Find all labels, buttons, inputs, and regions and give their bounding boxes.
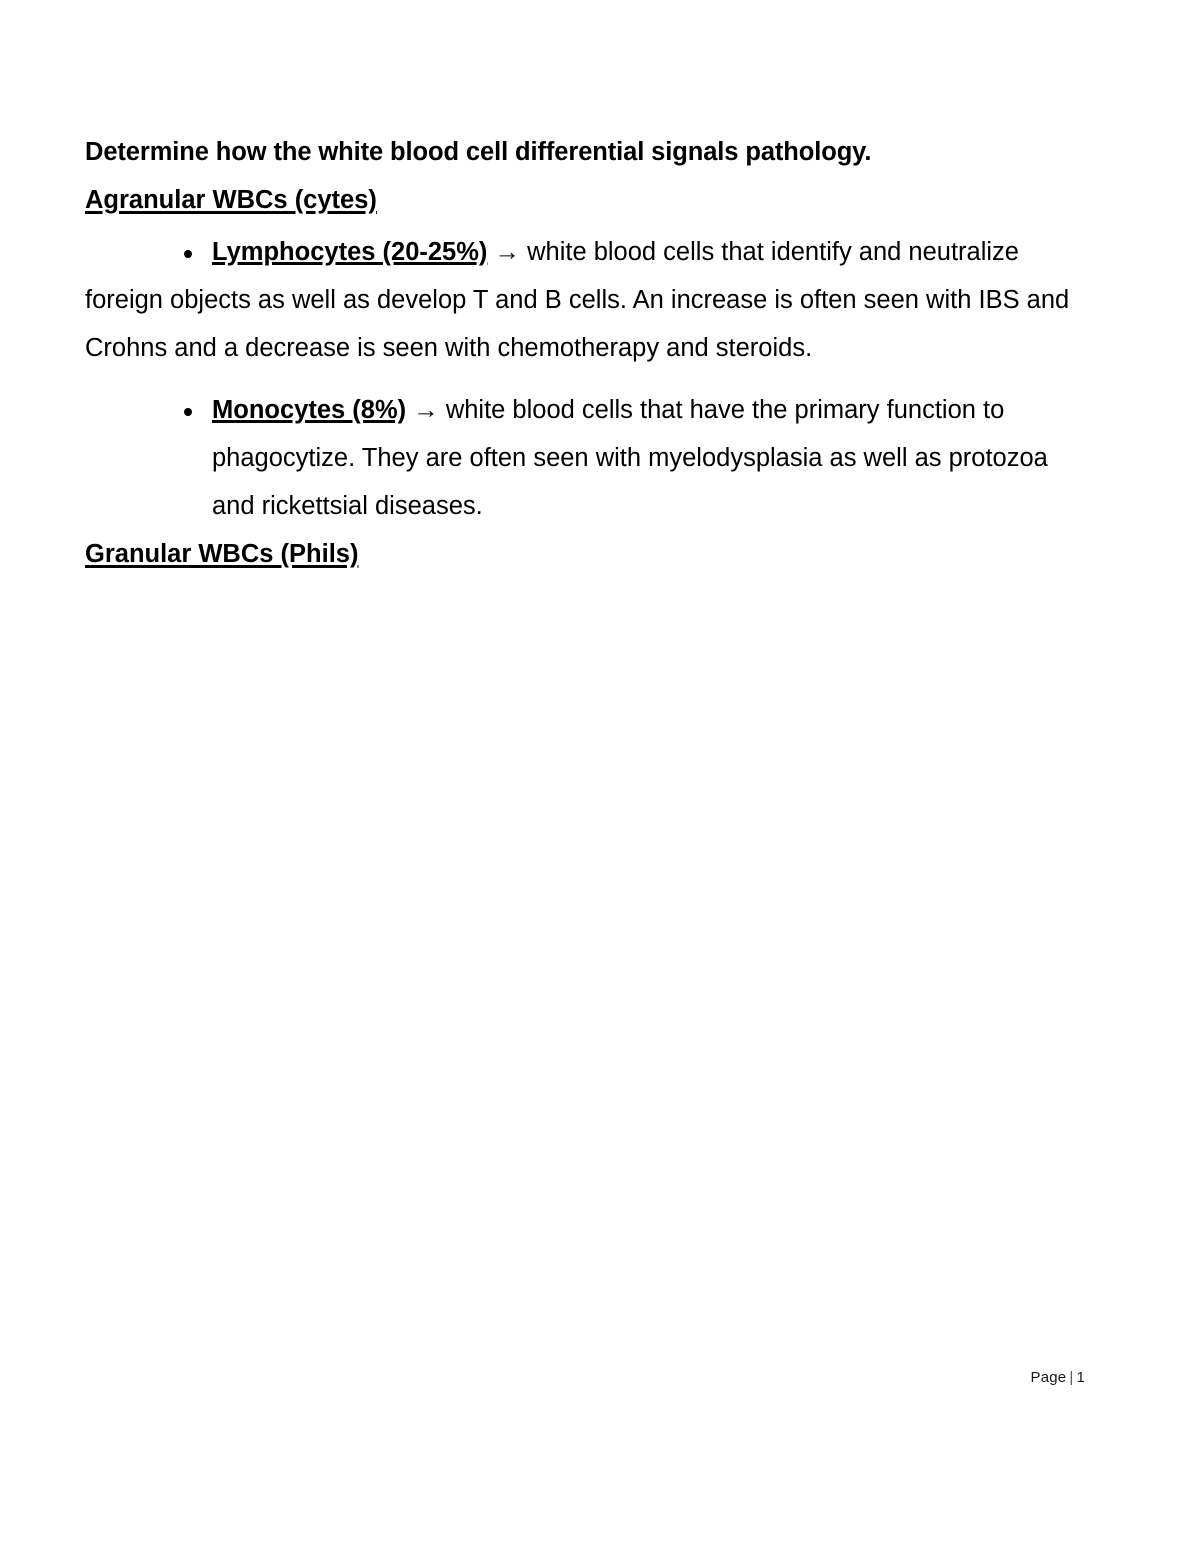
- footer-label: Page: [1030, 1369, 1067, 1386]
- list-item-monocytes: [85, 386, 1075, 530]
- bullet-dot-icon: [184, 408, 192, 416]
- page-footer: [0, 1368, 1200, 1388]
- list-item-text-monocytes: white blood cells that have the primary function to phagocytize. They are often seen with myelodysplasia as well as protozoa and rickettsial diseases.: [212, 396, 1048, 520]
- section-heading-granular-row: [85, 530, 1075, 582]
- section-heading-agranular-row: [85, 176, 1075, 228]
- footer-separator: |: [1069, 1369, 1074, 1386]
- spacer-after-lymphocytes: [85, 372, 1075, 386]
- arrow-glyph-monocytes: →: [413, 396, 439, 424]
- term-lymphocytes: Lymphocytes (20-25%): [212, 238, 488, 266]
- section-heading-agranular: Agranular WBCs (cytes): [85, 186, 377, 214]
- footer-page-number: 1: [1076, 1369, 1085, 1386]
- bullet-text-spacer-monocytes: [439, 396, 446, 424]
- section-heading-granular: Granular WBCs (Phils): [85, 540, 359, 568]
- list-item-text-lymphocytes: white blood cells that identify and neutralize foreign objects as well as develop T and B cells. An increase is often seen with IBS and Crohns and a decrease is seen with chemotherapy and steroids.: [85, 238, 1070, 362]
- page-title: Determine how the white blood cell differential signals pathology.: [85, 138, 872, 166]
- arrow-icon: [487, 238, 494, 266]
- bullet-dot-icon: [184, 250, 192, 258]
- arrow-glyph-lymphocytes: →: [494, 238, 520, 266]
- list-item-lymphocytes: [85, 228, 1075, 372]
- document-body: [85, 128, 1075, 582]
- term-monocytes: Monocytes (8%): [212, 396, 407, 424]
